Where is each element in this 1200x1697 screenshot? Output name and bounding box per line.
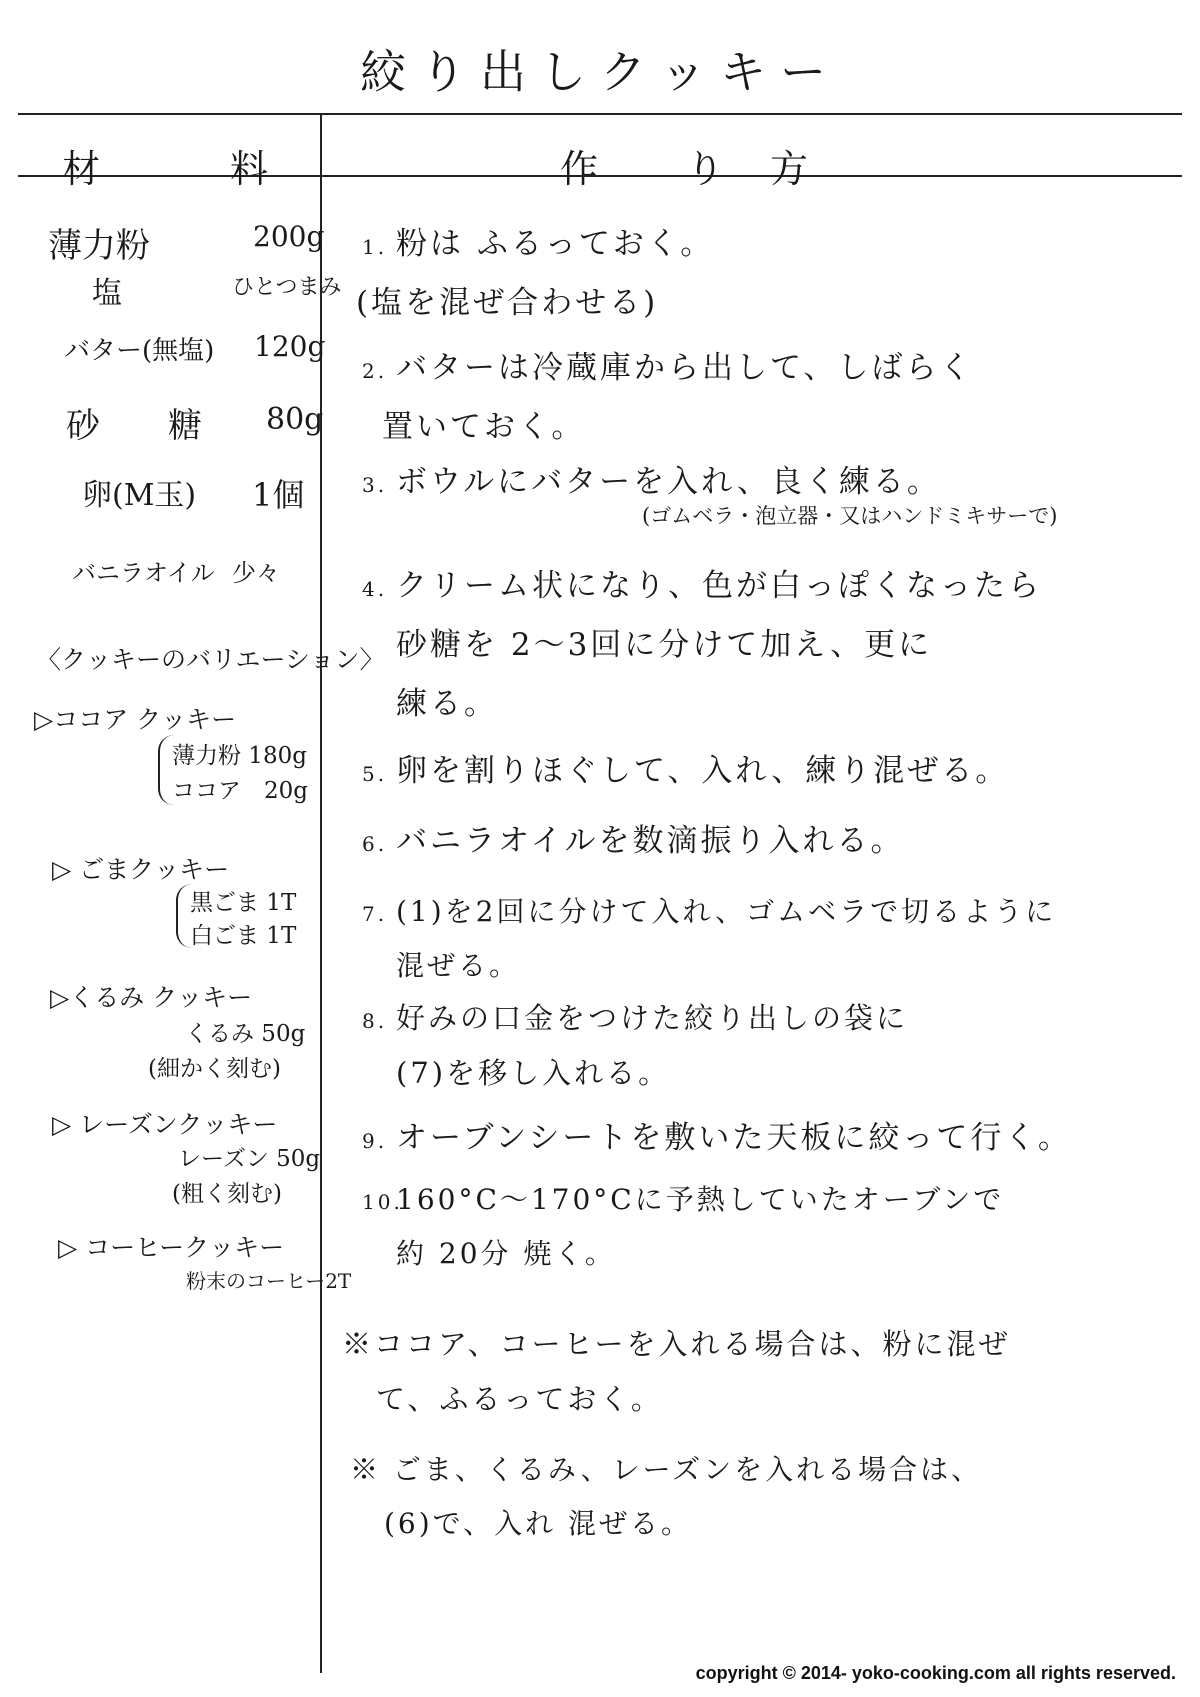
step-text: 160°C〜170°Cに予熱していたオーブンで xyxy=(396,1183,1005,1216)
ingredient-row xyxy=(48,218,325,267)
step-10 xyxy=(362,1178,1004,1272)
note-1 xyxy=(342,1322,1011,1418)
step-8 xyxy=(362,996,908,1092)
note-text: ※ ごま、くるみ、レーズンを入れる場合は、 xyxy=(350,1453,983,1486)
ingredient-qty: ひとつまみ xyxy=(232,275,342,300)
step-number: 3. xyxy=(362,473,388,497)
step-number: 1. xyxy=(362,235,388,259)
variation-line: ココア 20g xyxy=(172,778,308,804)
step-7 xyxy=(362,890,1056,984)
ingredient-row xyxy=(72,553,280,588)
step-text: ボウルにバターを入れ、良く練る。 xyxy=(396,464,941,500)
ingredient-name: 塩 xyxy=(92,276,122,311)
method-header: 作 り 方 xyxy=(560,147,813,191)
step-subtext: 砂糖を 2〜3回に分けて加え、更に xyxy=(396,627,933,663)
note-text-2: (6)で、入れ 混ぜる。 xyxy=(384,1507,693,1540)
ingredient-qty: 200g xyxy=(253,220,325,253)
ingredient-qty: 120g xyxy=(254,330,326,363)
step-number: 5. xyxy=(362,762,388,786)
step-2 xyxy=(362,342,973,446)
variation-title: ▷ コーヒークッキー xyxy=(58,1233,285,1262)
variation-line: 黒ごま 1T xyxy=(190,890,297,916)
ingredient-qty: 80g xyxy=(266,402,324,437)
step-subtext: (7)を移し入れる。 xyxy=(396,1056,671,1090)
step-text: バターは冷蔵庫から出して、しばらく xyxy=(396,350,974,386)
step-3 xyxy=(362,456,941,501)
variation-title: ▷くるみ クッキー xyxy=(50,983,253,1012)
recipe-title: 絞り出しクッキー xyxy=(360,45,840,99)
variation-line: 白ごま 1T xyxy=(190,923,297,949)
ingredient-qty: 1個 xyxy=(252,476,305,514)
step-number: 6. xyxy=(362,832,388,856)
ingredient-row xyxy=(66,398,324,447)
variation-title: ▷ココア クッキー xyxy=(34,705,237,734)
variation-line: (粗く刻む) xyxy=(172,1181,282,1207)
ingredient-name: バター(無塩) xyxy=(64,336,215,366)
variation-line: レーズン 50g xyxy=(178,1146,321,1172)
variation-line: くるみ 50g xyxy=(185,1021,306,1047)
ingredient-name: バニラオイル xyxy=(72,559,215,587)
ingredient-name: 卵(M玉) xyxy=(82,478,197,513)
top-rule xyxy=(18,113,1182,115)
step-6 xyxy=(362,815,904,860)
step-subtext: 約 20分 焼く。 xyxy=(396,1237,616,1270)
ingredient-row xyxy=(92,268,342,312)
step-number: 4. xyxy=(362,577,388,601)
step-3-note: (ゴムベラ・泡立器・又はハンドミキサーで) xyxy=(642,504,1058,528)
step-9 xyxy=(362,1112,1072,1157)
step-number: 9. xyxy=(362,1129,388,1153)
note-text-2: て、ふるっておく。 xyxy=(376,1382,663,1416)
variation-title: ▷ レーズンクッキー xyxy=(52,1110,278,1139)
step-1 xyxy=(356,218,715,322)
step-text: クリーム状になり、色が白っぽくなったら xyxy=(396,568,1042,604)
ingredient-row xyxy=(82,470,305,514)
ingredient-name: 薄力粉 xyxy=(48,226,150,266)
ingredient-name: 砂 糖 xyxy=(66,406,202,446)
variation-line: (細かく刻む) xyxy=(148,1056,281,1082)
step-text: バニラオイルを数滴振り入れる。 xyxy=(396,823,905,859)
variation-title: ▷ ごまクッキー xyxy=(52,855,230,884)
ingredients-header: 材 料 xyxy=(62,147,273,191)
step-subtext: 置いておく。 xyxy=(382,409,586,445)
step-subtext: 混ぜる。 xyxy=(396,949,521,982)
step-subtext-2: 練る。 xyxy=(396,686,498,722)
step-number: 7. xyxy=(362,902,388,926)
step-number: 2. xyxy=(362,359,388,383)
variation-line: 薄力粉 180g xyxy=(172,743,307,769)
step-subtext: (塩を混ぜ合わせる) xyxy=(356,285,659,321)
step-text: 卵を割りほぐして、入れ、練り混ぜる。 xyxy=(396,753,1010,789)
variation-line: 粉末のコーヒー2T xyxy=(186,1269,352,1293)
step-number: 10. xyxy=(362,1190,403,1214)
step-text: (1)を2回に分けて入れ、ゴムベラで切るように xyxy=(396,895,1057,928)
ingredient-row xyxy=(64,330,326,367)
step-text: 好みの口金をつけた絞り出しの袋に xyxy=(396,1001,909,1035)
step-4 xyxy=(362,560,1042,723)
step-number: 8. xyxy=(362,1009,388,1033)
step-text: 粉は ふるっておく。 xyxy=(396,226,715,262)
copyright-notice: copyright © 2014- yoko-cooking.com all rights reserved. xyxy=(695,1663,1176,1683)
ingredient-qty: 少々 xyxy=(232,559,280,587)
step-text: オーブンシートを敷いた天板に絞って行く。 xyxy=(396,1120,1072,1156)
variations-heading: 〈クッキーのバリエーション〉 xyxy=(36,645,385,674)
note-text: ※ココア、コーヒーを入れる場合は、粉に混ぜ xyxy=(342,1327,1011,1361)
note-2 xyxy=(350,1448,982,1542)
step-5 xyxy=(362,745,1009,790)
